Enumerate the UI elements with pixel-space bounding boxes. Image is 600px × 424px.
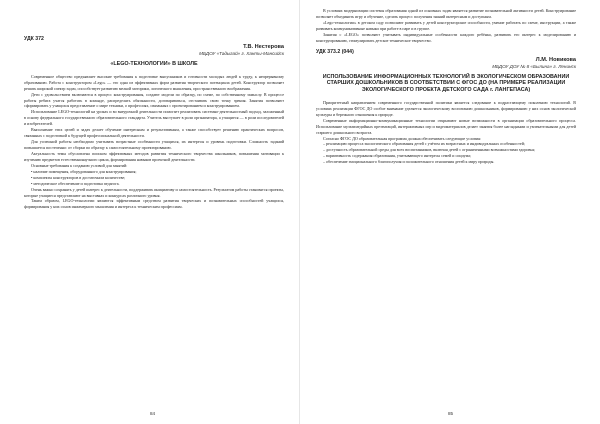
author-name: Т.В. Нестерова	[243, 44, 284, 50]
author-affiliation: МБДОУ «Тадыгай» г. Ханты-Мансийск	[199, 51, 284, 56]
paragraph: Современное общество предъявляет высокие требования к подготовке выпускников и готовности молодых людей к труду, к непрерывному образованию. Работа с конструктором «Lego» — это одна из эффективных форм развития творческого потенциала детей. Конструктор позволяет решать широкий спектр задач, способствует развитию мелкой моторики, логического мышления, пространственного воображения.	[24, 73, 284, 91]
list-item: • методическое обеспечение и подготовка педагога.	[31, 180, 120, 186]
list-item: • наличие помещения, оборудованного для конструирования;	[31, 168, 137, 174]
author-name: Л.М. Новикова	[535, 56, 576, 63]
paragraph: Дети с удовольствием включаются в процесс конструирования, создают модели по образцу, по схеме, по собственному замыслу. В процессе работы ребята учатся работать в команде, распределять обязанности, договариваться, отстаивать свою точку зрения. Занятия позволяют сформировать у учащихся представление о мире техники, о профессиях, связанных с проектированием и конструированием.	[24, 91, 284, 109]
udk-code: УДК 372	[24, 36, 44, 42]
paragraph: В условиях модернизации системы образования одной из основных задач является развитие познавательной активности детей. Конструирование позволяет объединить игру и обучение, сделать процесс получения знаний интересным и доступным.	[316, 8, 576, 19]
page-number: 85	[448, 411, 454, 416]
paragraph: Использование LEGO-технологий на уроках и во внеурочной деятельности помогает реализовать системно-деятельностный подход, заложенный в основу федерального государственного образовательного стандарта. Учитель выступает в роли организатора, а учащиеся — в роли исследователей и изобретателей.	[24, 109, 284, 127]
udk-code: УДК 373.2 (044)	[316, 48, 354, 55]
author-affiliation: МБДОУ ДОУ № 8 «Былина» г. Ленинск	[492, 63, 576, 69]
article-title: ИСПОЛЬЗОВАНИЕ ИНФОРМАЦИОННЫХ ТЕХНОЛОГИЙ В ЭКОЛОГИЧЕСКОМ ОБРАЗОВАНИИ СТАРШИХ ДОШКОЛЬНИКОВ В СООТВЕТСТВИИ С ФГОС ДО (НА ПРИМЕРЕ РЕАЛИЗАЦИИ ЭКОЛОГИЧЕСКОГО ПРОЕКТА ДЕТСКОГО САДА г. ЛАНГЕПАСА)	[322, 73, 570, 94]
paragraph: Современные информационно-коммуникационные технологии открывают новые возможности в организации образовательного процесса. Использование мультимедийных презентаций, интерактивных игр и видеоматериалов делает занятия более наглядными и увлекательными для детей старшего дошкольного возраста.	[316, 117, 576, 135]
list-item: – доступность образовательной среды для всех воспитанников, включая детей с ограниченными возможностями здоровья;	[323, 147, 536, 153]
paragraph: Таким образом, LEGO-технологии являются эффективным средством развития творческих и познавательных способностей учащихся, формирования у них основ инженерного мышления и интереса к техническим профессиям.	[24, 198, 284, 210]
paragraph: Актуальность темы обусловлена поиском эффективных методов развития технического творчества школьников, повышения мотивации к изучению предметов естественнонаучного цикла, формирования навыков проектной деятельности.	[24, 150, 284, 162]
paragraph: Основные требования к созданию условий для занятий:	[31, 162, 128, 168]
list-item: – обеспечение эмоционального благополучия и положительного отношения детей к миру природы.	[323, 159, 495, 165]
article-title: «LEGO-ТЕХНОЛОГИИ» В ШКОЛЕ	[110, 61, 198, 67]
paragraph: «Lego-технологии» в детском саду позволяют развивать у детей конструкторские способности, умение работать по схеме, инструкции, а также развивать коммуникативные навыки при работе в паре и в группе.	[316, 19, 576, 31]
paragraph: Выполнение этих целей и задач делает обучение интересным и результативным, а также способствует решению практических вопросов, связанных с подготовкой к будущей профессиональной деятельности.	[24, 127, 284, 139]
paragraph: Для успешной работы необходимо учитывать возрастные особенности учащихся, их интересы и уровень подготовки. Сложность заданий повышается постепенно: от сборки по образцу к самостоятельному проектированию.	[24, 139, 284, 150]
paragraph: Занятия с «LEGO» позволяют учитывать индивидуальные особенности каждого ребёнка, развивать его интерес к моделированию и конструированию, стимулировать детское техническое творчество.	[316, 31, 576, 43]
right-page	[300, 0, 600, 424]
page-number: 84	[150, 411, 156, 416]
list-item: – вариативность содержания образования, учитывающего интересы семей и социума;	[323, 153, 472, 159]
paragraph: Согласно ФГОС ДО образовательная программа должна обеспечивать следующие условия:	[323, 135, 482, 141]
list-item: – реализацию процесса экологического образования детей с учётом их возрастных и индивидуальных особенностей;	[323, 141, 526, 147]
paragraph: Очень важно сохранять у детей интерес к деятельности, поддерживать инициативу и самостоятельность. Результатом работы становятся проекты, которые учащиеся представляют на выставках и конкурсах различного уровня.	[24, 186, 284, 198]
list-item: • комплекты конструкторов в достаточном количестве;	[31, 174, 126, 180]
paragraph: Приоритетный направлением современного государственной политики является следование к подрастающему поколению технологий. В условиях реализации ФГОС ДО особое внимание уделяется экологическому воспитанию дошкольников, формированию у них основ экологической культуры и бережного отношения к природе.	[316, 99, 576, 117]
